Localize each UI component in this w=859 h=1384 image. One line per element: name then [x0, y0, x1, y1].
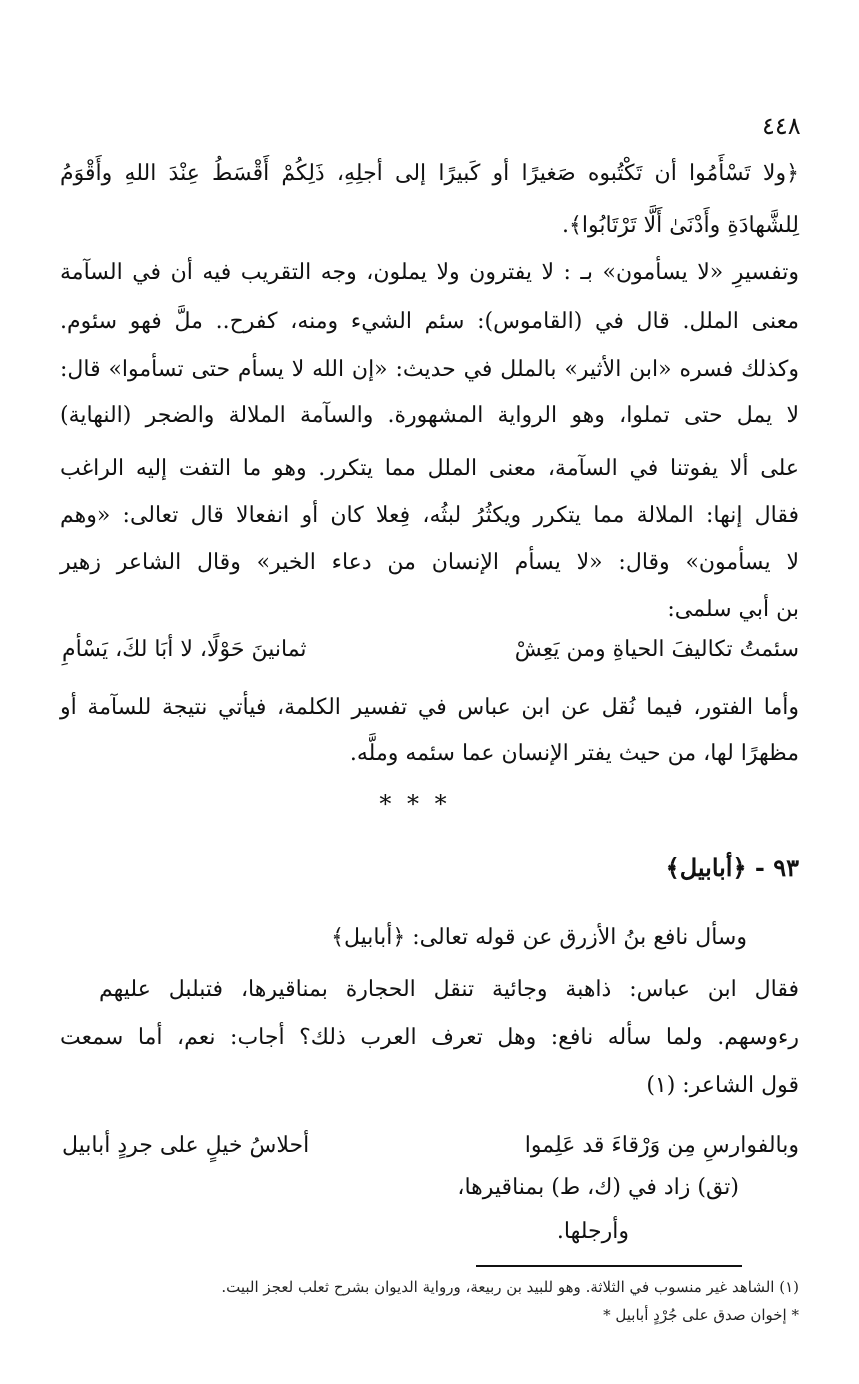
section-heading: ٩٣ - ﴿أبابيل﴾	[665, 853, 799, 882]
variant-note-line-2: وأرجلها.	[556, 1219, 629, 1244]
answer-line-3: قول الشاعر: (١)	[646, 1073, 799, 1098]
paragraph-2-line-4: بن أبي سلمى:	[667, 597, 799, 622]
paragraph-1-line-4: لا يمل حتى تملوا، وهو الرواية المشهورة. والسآمة الملالة والضجر (النهاية)	[60, 403, 799, 428]
footnote-1: (١) الشاهد غير منسوب في الثلاثة. وهو للبيد بن ربيعة، ورواية الديوان بشرح ثعلب لعجز البيت.	[221, 1278, 799, 1296]
paragraph-3-line-1: وأما الفتور، فيما نُقل عن ابن عباس في تفسير الكلمة، فيأتي نتيجة للسآمة أو	[60, 695, 799, 720]
footnote-2: * إخوان صدق على جُرْدٍ أبابيل *	[603, 1306, 799, 1324]
question-line: وسأل نافع بنُ الأزرق عن قوله تعالى: ﴿أبابيل﴾	[331, 925, 747, 950]
poem-1-second-hemistich: ثمانينَ حَوْلًا، لا أبَا لكَ، يَسْأمِ	[62, 637, 307, 662]
paragraph-3-line-2: مظهرًا لها، من حيث يفتر الإنسان عما سئمه وملَّه.	[349, 741, 799, 766]
poem-1-first-hemistich: سئمتُ تكاليفَ الحياةِ ومن يَعِشْ	[514, 637, 799, 662]
paragraph-1-line-3: وكذلك فسره «ابن الأثير» بالملل في حديث: «إن الله لا يسأم حتى تسأموا» قال:	[60, 357, 799, 382]
paragraph-2-line-3: لا يسأمون» وقال: «لا يسأم الإنسان من دعاء الخير» وقال الشاعر زهير	[60, 550, 799, 575]
quran-verse-line-1: ﴿ولا تَسْأَمُوا أن تَكْتُبوه صَغيرًا أو كَبيرًا إلى أجلِهِ، ذَلِكُمْ أَقْسَطُ عِنْدَ اللهِ وأَقْوَمُ	[60, 161, 799, 186]
paragraph-1-line-1: وتفسيرِ «لا يسأمون» بـ : لا يفترون ولا يملون، وجه التقريب فيه أن في السآمة	[60, 260, 799, 285]
answer-line-1: فقال ابن عباس: ذاهبة وجائية تنقل الحجارة بمناقيرها، فتبلبل عليهم	[99, 977, 799, 1002]
section-separator: * * *	[379, 790, 451, 818]
footnote-divider	[476, 1265, 742, 1267]
answer-line-2: رءوسهم. ولما سأله نافع: وهل تعرف العرب ذلك؟ أجاب: نعم، أما سمعت	[60, 1025, 799, 1050]
paragraph-2-line-2: فقال إنها: الملالة مما يتكرر ويكثُرُ لبثُه، فِعلا كان أو انفعالا قال تعالى: «وهم	[60, 503, 799, 528]
quran-verse-line-2: لِلشَّهادَةِ وأَدْنَىٰ أَلَّا تَرْتَابُوا﴾.	[562, 213, 799, 238]
paragraph-2-line-1: على ألا يفوتنا في السآمة، معنى الملل مما يتكرر. وهو ما التفت إليه الراغب	[60, 456, 799, 481]
page-number: ٤٤٨	[762, 112, 801, 140]
paragraph-1-line-2: معنى الملل. قال في (القاموس): سئم الشيء ومنه، كفرح.. ملَّ فهو سئوم.	[60, 309, 799, 334]
variant-note-line-1: (تق) زاد في (ك، ط) بمناقيرها،	[457, 1175, 739, 1200]
poem-2-second-hemistich: أحلاسُ خيلٍ على جردٍ أبابيل	[62, 1133, 310, 1158]
poem-2-first-hemistich: وبالفوارسِ مِن وَرْقاءَ قد عَلِموا	[524, 1133, 799, 1158]
